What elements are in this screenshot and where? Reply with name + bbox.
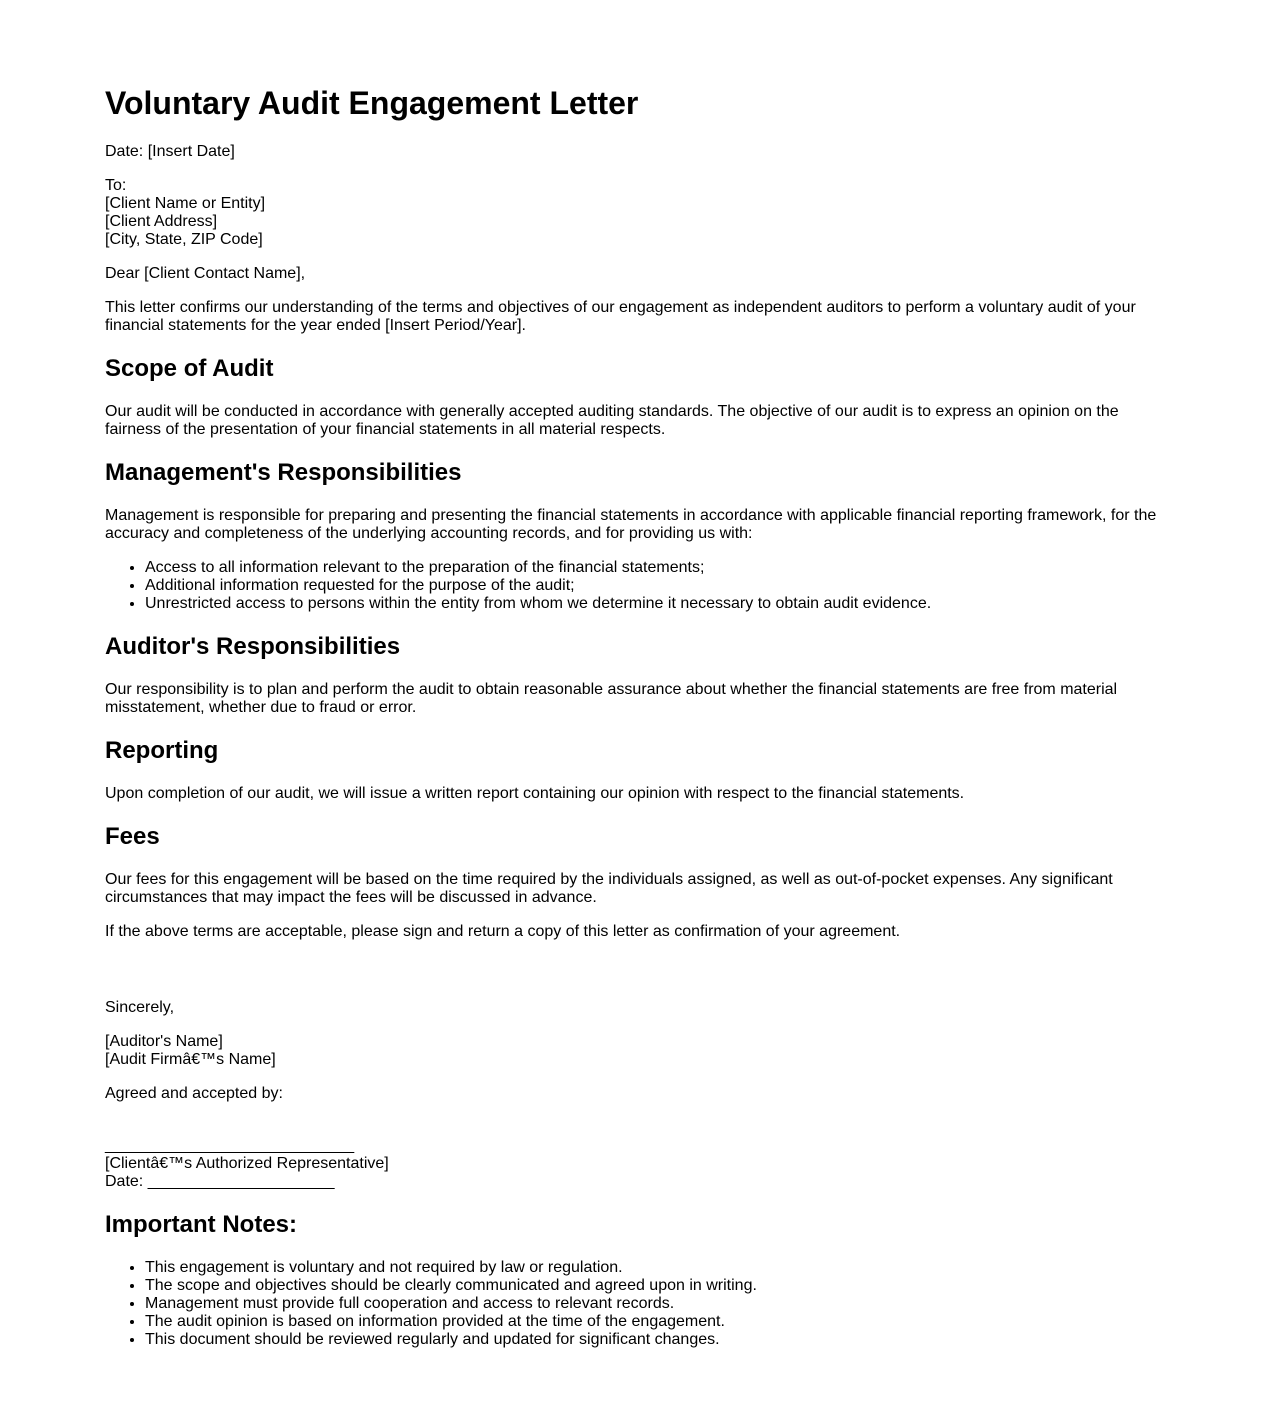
reporting-heading: Reporting xyxy=(105,737,219,764)
notes-heading: Important Notes: xyxy=(105,1211,297,1238)
auditor-name-line: [Auditor's Name] xyxy=(105,1033,223,1050)
recipient-label: To: xyxy=(105,177,127,194)
audit-firm-line: [Audit Firmâ€™s Name] xyxy=(105,1051,276,1068)
auditor-signature-block xyxy=(105,1033,1158,1069)
page-title: Voluntary Audit Engagement Letter xyxy=(105,85,639,121)
note-voluntary: • This engagement is voluntary and not required by law or regulation. xyxy=(145,1259,1158,1277)
auditor-paragraph: Our responsibility is to plan and perform the audit to obtain reasonable assurance about whether the financial statements are free from material misstatement, whether due to fraud or error. xyxy=(105,681,1118,716)
scope-paragraph: Our audit will be conducted in accordance with generally accepted auditing standards. The objective of our audit is to express an opinion on the fairness of the presentation of your financial statements in all material respects. xyxy=(105,403,1119,438)
note-opinion-basis: • The audit opinion is based on information provided at the time of the engagement. xyxy=(145,1313,1158,1331)
management-bullet-additional-info: • Additional information requested for the purpose of the audit; xyxy=(145,577,1158,595)
sincerely-line: Sincerely, xyxy=(105,999,175,1016)
management-bullet-access: • Access to all information relevant to the preparation of the financial statements; xyxy=(145,559,1158,577)
salutation: Dear [Client Contact Name], xyxy=(105,265,306,282)
note-scope-communicated: • The scope and objectives should be clearly communicated and agreed upon in writing. xyxy=(145,1277,1158,1295)
recipient-line-address: [Client Address] xyxy=(105,213,218,230)
management-paragraph: Management is responsible for preparing and presenting the financial statements in accordance with applicable financial reporting framework, for the accuracy and completeness of the underlying accounting records, and for providing us with: xyxy=(105,507,1157,542)
acceptance-paragraph: If the above terms are acceptable, please sign and return a copy of this letter as confirmation of your agreement. xyxy=(105,923,901,940)
client-representative-line: [Clientâ€™s Authorized Representative] xyxy=(105,1155,389,1172)
recipient-block xyxy=(105,177,1158,249)
note-cooperation: • Management must provide full cooperation and access to relevant records. xyxy=(145,1295,1158,1313)
management-bullet-list xyxy=(105,559,1158,613)
management-bullet-unrestricted-access: • Unrestricted access to persons within the entity from whom we determine it necessary to obtain audit evidence. xyxy=(145,595,1158,613)
scope-heading: Scope of Audit xyxy=(105,355,274,382)
fees-paragraph: Our fees for this engagement will be based on the time required by the individuals assigned, as well as out-of-pocket expenses. Any significant circumstances that may impact the fees will be discussed in advance. xyxy=(105,871,1113,906)
reporting-paragraph: Upon completion of our audit, we will issue a written report containing our opinion with respect to the financial statements. xyxy=(105,785,965,802)
management-heading: Management's Responsibilities xyxy=(105,459,462,486)
recipient-line-name: [Client Name or Entity] xyxy=(105,195,266,212)
client-signature-block xyxy=(105,1137,1158,1191)
recipient-line-city: [City, State, ZIP Code] xyxy=(105,231,263,248)
intro-paragraph: This letter confirms our understanding of the terms and objectives of our engagement as independent auditors to perform a voluntary audit of your financial statements for the year ended [Insert Period/Year]. xyxy=(105,299,1136,334)
agreed-line: Agreed and accepted by: xyxy=(105,1085,283,1102)
signature-line: ____________________________ xyxy=(105,1137,355,1154)
fees-heading: Fees xyxy=(105,823,160,850)
note-review: • This document should be reviewed regularly and updated for significant changes. xyxy=(145,1331,1158,1349)
notes-bullet-list xyxy=(105,1259,1158,1349)
date-signature-line: Date: _____________________ xyxy=(105,1173,335,1190)
date-line: Date: [Insert Date] xyxy=(105,143,235,160)
auditor-heading: Auditor's Responsibilities xyxy=(105,633,401,660)
